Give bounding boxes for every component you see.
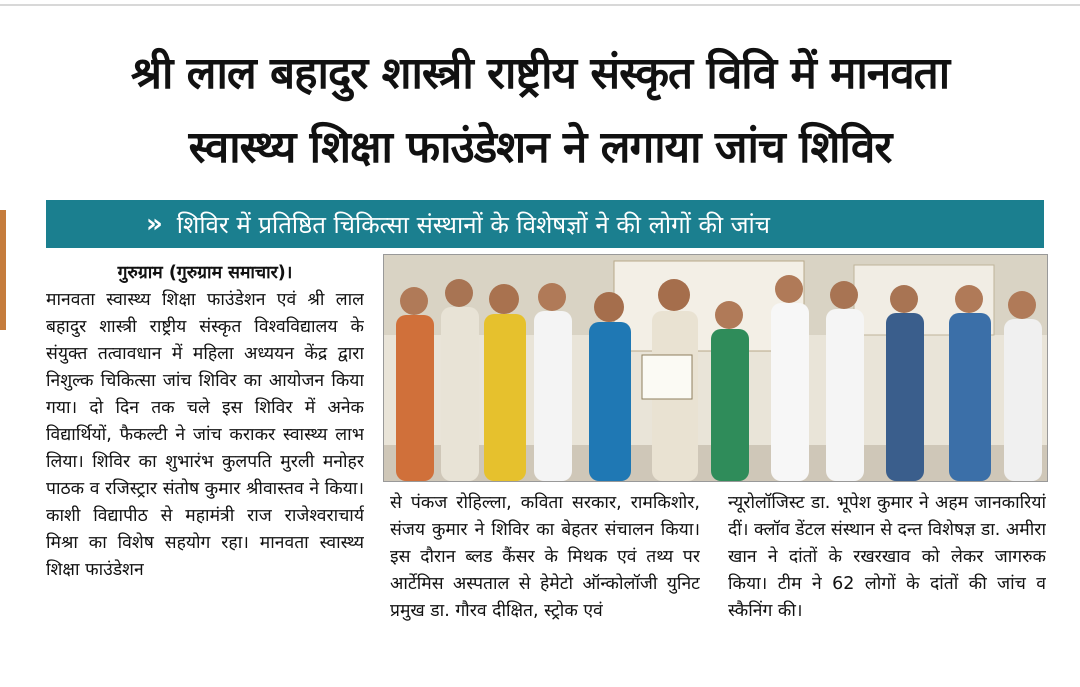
subheadline-bar (46, 200, 1044, 248)
headline-line-2: स्वास्थ्य शिक्षा फाउंडेशन ने लगाया जांच शिविर (188, 122, 892, 173)
dateline: गुरुग्राम (गुरुग्राम समाचार)। (117, 263, 293, 283)
adjacent-photo-edge (0, 210, 6, 330)
top-rule (0, 4, 1080, 6)
article-column-1 (46, 260, 364, 670)
column-1-text: मानवता स्वास्थ्य शिक्षा फाउंडेशन एवं श्री लाल बहादुर शास्त्री राष्ट्रीय संस्कृत विश्वविद्यालय के संयुक्त तत्वावधान में महिला अध्ययन केंद्र द्वारा निशुल्क चिकित्सा जांच शिविर का आयोजन किया गया। दो दिन तक चले इस शिविर में अनेक विद्यार्थियों, फैकल्टी ने जांच कराकर स्वास्थ्य लाभ लिया। शिविर का शुभारंभ कुलपति मुरली मनोहर पाठक व रजिस्ट्रार संतोष कुमार श्रीवास्तव ने किया। काशी विद्यापीठ से महामंत्री राज राजेश्वराचार्य मिश्रा का विशेष सहयोग रहा। मानवता स्वास्थ्य शिक्षा फाउंडेशन (46, 290, 364, 580)
headline-line-1: श्री लाल बहादुर शास्त्री राष्ट्रीय संस्कृत विवि में मानवता (130, 48, 950, 99)
article-column-2: से पंकज रोहिल्ला, कविता सरकार, रामकिशोर, संजय कुमार ने शिविर का बेहतर संचालन किया। इस दौरान ब्लड कैंसर के मिथक एवं तथ्य पर आर्टेमिस अस्पताल से हेमेटो ऑन्कोलॉजी युनिट प्रमुख डा. गौरव दीक्षित, स्ट्रोक एवं (390, 493, 700, 621)
group-photo-illustration (384, 255, 1047, 481)
subheadline-text: शिविर में प्रतिष्ठित चिकित्सा संस्थानों के विशेषज्ञों ने की लोगों की जांच (176, 210, 771, 239)
event-photo (383, 254, 1048, 482)
double-chevron-icon: » (146, 209, 163, 239)
article-column-3: न्यूरोलॉजिस्ट डा. भूपेश कुमार ने अहम जानकारियां दीं। क्लॉव डेंटल संस्थान से दन्त विशेषज्ञ डा. अमीरा खान ने दांतों के रखरखाव को लेकर जागरुक किया। टीम ने 62 लोगों के दांतों की जांच व स्कैनिंग की। (728, 493, 1046, 621)
